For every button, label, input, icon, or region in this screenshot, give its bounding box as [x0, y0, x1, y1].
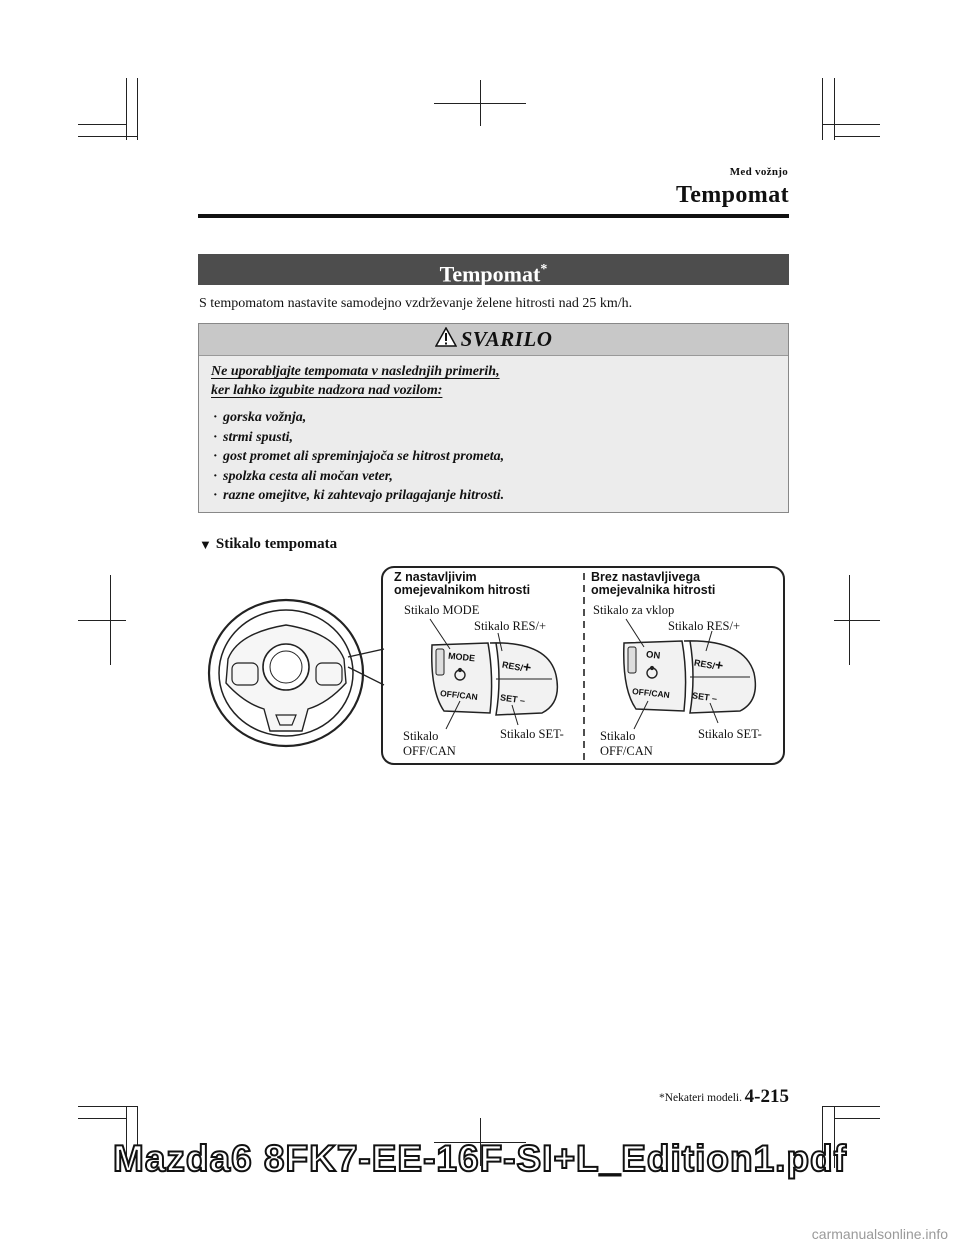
left-panel-heading: Z nastavljivim omejevalnikom hitrosti: [394, 570, 531, 597]
right-switch-illustration: [624, 641, 756, 713]
crop-mark: [822, 1106, 880, 1107]
warning-lead-line-2: ker lahko izgubite nadzora nad vozilom:: [211, 383, 443, 398]
crop-mark: [78, 124, 127, 125]
warning-list-item: · spolzka cesta ali močan veter,: [211, 467, 778, 487]
crop-mark: [78, 1118, 127, 1119]
label-on-switch: Stikalo za vklop: [593, 603, 675, 617]
crop-mark: [78, 136, 138, 137]
warning-list-item: · razne omejitve, ki zahtevajo prilagajanje hitrosti.: [211, 486, 778, 506]
footer-file-name: Mazda6 8FK7-EE-16F-SI+L_Edition1.pdf: [113, 1138, 847, 1179]
section-title: Tempomat: [439, 261, 541, 287]
warning-header: [199, 324, 788, 356]
watermark: carmanualsonline.info: [811, 1226, 948, 1242]
button-mode-text: MODE: [447, 650, 476, 664]
label-mode-switch: Stikalo MODE: [404, 603, 480, 617]
steering-wheel-illustration: [209, 600, 384, 746]
crop-mark: [78, 1106, 138, 1107]
warning-lead: [211, 362, 778, 400]
label-res-switch-left: Stikalo RES/+: [474, 619, 546, 633]
cruise-switch-figure: [198, 563, 789, 771]
intro-paragraph: S tempomatom nastavite samodejno vzdrževanje želene hitrosti nad 25 km/h.: [199, 296, 633, 311]
button-res-text-right: RES/+: [693, 656, 725, 674]
page-number: 4-215: [744, 1086, 789, 1107]
button-offcan-text-right: OFF/CAN: [631, 686, 671, 700]
crop-mark: [78, 620, 126, 621]
footnote: *Nekateri modeli.: [658, 1092, 742, 1104]
optional-feature-mark: *: [540, 262, 548, 277]
label-set-switch-left: Stikalo SET-: [500, 727, 564, 741]
warning-list: [211, 408, 778, 506]
warning-list-item: · strmi spusti,: [211, 428, 778, 448]
warning-lead-line-1: Ne uporabljajte tempomata v naslednjih primerih,: [211, 364, 500, 379]
button-offcan-text-left: OFF/CAN: [439, 688, 479, 702]
button-set-text-left: SET –: [499, 692, 526, 706]
crop-mark: [126, 78, 127, 140]
button-set-text-right: SET –: [691, 690, 718, 704]
running-header-title: Tempomat: [676, 182, 789, 208]
crop-mark: [834, 78, 835, 140]
crop-mark: [834, 1118, 880, 1119]
crop-mark: [834, 620, 880, 621]
warning-list-item: · gost promet ali spreminjajoča se hitrost prometa,: [211, 447, 778, 467]
label-offcan-switch-left: Stikalo OFF/CAN: [403, 729, 456, 758]
subsection-heading: [199, 536, 337, 553]
crop-mark: [822, 78, 823, 140]
warning-body: [199, 356, 788, 506]
label-res-switch-right: Stikalo RES/+: [668, 619, 740, 633]
label-set-switch-right: Stikalo SET-: [698, 727, 762, 741]
subsection-title: Stikalo tempomata: [215, 536, 338, 552]
button-res-text-left: RES/+: [501, 658, 533, 676]
warning-triangle-icon: [435, 327, 457, 352]
crop-mark: [434, 103, 526, 104]
crop-mark: [822, 124, 880, 125]
right-panel-heading: Brez nastavljivega omejevalnika hitrosti: [591, 570, 716, 597]
warning-list-item: · gorska vožnja,: [211, 408, 778, 428]
down-triangle-icon: ▼: [199, 536, 212, 552]
crop-mark: [834, 136, 880, 137]
warning-title: SVARILO: [460, 327, 553, 351]
warning-box: [198, 323, 789, 513]
section-title-bar: [198, 254, 789, 285]
button-on-text: ON: [645, 649, 661, 662]
crop-mark: [137, 78, 138, 140]
header-rule: [198, 214, 789, 218]
running-header-section: Med vožnjo: [729, 166, 788, 178]
label-offcan-switch-right: Stikalo OFF/CAN: [600, 729, 653, 758]
